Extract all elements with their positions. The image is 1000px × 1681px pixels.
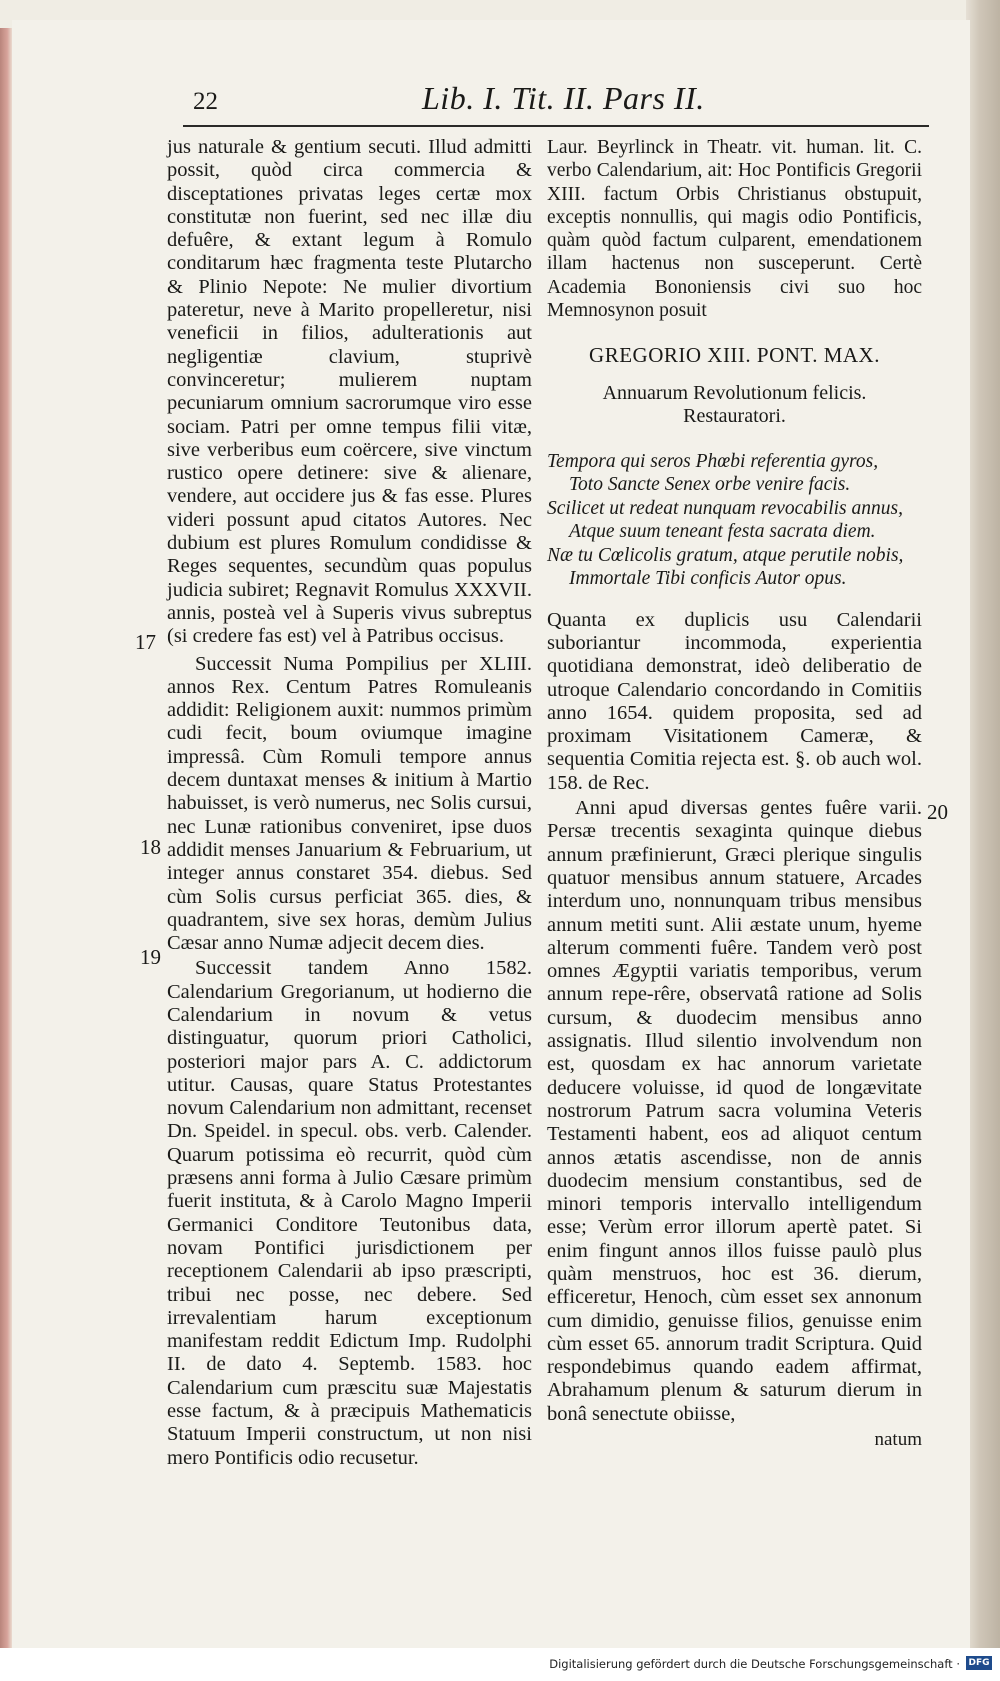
poem-line: Scilicet ut redeat nunquam revocabilis annus,: [547, 497, 903, 519]
paragraph-20: Anni apud diversas gentes fuêre varii. Persæ trecentis sexaginta quinque diebus annum præfinierunt, Græci plerique singulis quatuor mensibus annum statuere, Arcades interdum uno, nonnunquam tribus mensibus annum metiti sunt. Alii æstate unum, hyeme alterum commenti fuêre. Tandem verò post omnes Ægyptii variatis temporibus, verum annum repe-rêre, observatâ ratione ad Solis cursum, & duodecim mensibus anno assignatis. Illud silentio involvendum non est, quosdam ex hac annorum varietate deducere voluisse, id quod de longævitate nostrorum Patrum sacra volumina Veteris Testamenti habent, eos ad aliquot centum annos ætatis ascendisse, non de annis duodecim mensium constantibus, sed de minori temporis intervallo intelligendum esse; Verùm error illorum apertè patet. Si enim fingunt annos illos fuisse paulò plus quàm menstruos, hoc est 36. dierum, efficeretur, Henoch, cùm esset sex annonum cum dimidio, genuisse filios, genuisse enim cùm esset 65. annorum tradit Scriptura. Quid respondebimus quando eadem affirmat, Abrahamum plenum & saturum dierum in bonâ senectute obiisse,: [547, 797, 922, 1425]
running-title: Lib. I. Tit. II. Pars II.: [422, 80, 705, 116]
paragraph-17: Successit Numa Pompilius per XLIII. annos Rex. Centum Patres Romuleanis addidit: Religionem auxit: nummos primùm cudi fecit, boum oviumque imagine impressâ. Cùm Romuli tempore annus decem duntaxat menses & initium à Martio habuisset, is verò numerus, nec Solis cursui, nec Lunæ rationibus conveniret, ipse duos addidit menses Januarium & Februarium, ut integer annus constaret 354. diebus. Sed cùm Solis cursus perficiat 365. dies, & quadrantem, sive sex horas, demùm Julius Cæsar anno Numæ adjecit decem dies.: [167, 652, 532, 955]
inscription-title: GREGORIO XIII. PONT. MAX.: [589, 343, 880, 368]
paragraph-16-continued: jus naturale & gentium secuti. Illud admitti possit, quòd circa commercia & disceptationes privatas leges certæ mox constitutæ non fuerint, sed nec illæ diu defuêre, & extant legum à Romulo conditarum hæc fragmenta teste Plutarcho & Plinio Nepote: Ne mulier divortium pateretur, neve à Marito propelleretur, nisi veneficii in filios, adulterationis aut negligentiæ clavium, stuprivè convinceretur; mulierem nuptam pecuniarum omnium sacrorumque viro esse sociam. Patri per omne tempus filii vitæ, sive verberibus eum coërcere, sive vinctum rustico opere detinere: sive & alienare, vendere, aut occidere jus & fas esse. Plures videri possunt apud citatos Autores. Nec dubium est plures Romulum condidisse & Reges sequentes, secundùm quas populus judicia subiret; Regnavit Romulus XXXVII. annis, posteà vel à Superis vivus subreptus (si credere fas est) vel à Patribus occisus.: [167, 136, 532, 648]
left-column: [167, 136, 532, 1470]
poem-line: Toto Sancte Senex orbe venire facis.: [569, 474, 851, 496]
book-page: [12, 20, 970, 1648]
poem-line: Immortale Tibi conficis Autor opus.: [569, 568, 847, 590]
page-header: [12, 82, 970, 132]
right-column: [547, 136, 922, 1451]
poem-line: Næ tu Cœlicolis gratum, atque perutile nobis,: [547, 544, 904, 566]
paragraph-number-19: 19: [140, 945, 161, 969]
digitization-footer: [0, 1648, 1000, 1681]
dfg-logo: DFG: [966, 1656, 992, 1670]
paragraph-number-20: 20: [927, 800, 948, 824]
paragraph-number-17: 17: [135, 630, 156, 654]
paragraph-quanta: Quanta ex duplicis usu Calendarii suboriantur incommoda, experientia quotidiana demonstrat, ideò deliberatio de utroque Calendario concordando in Comitiis anno 1654. quidem proposita, sed ad proximam Visitationem Cameræ, & sequentia Comitia rejecta est. §. ob auch wol. 158. de Rec.: [547, 608, 922, 794]
header-rule: [183, 125, 929, 127]
paragraph-19: Successit tandem Anno 1582. Calendarium Gregorianum, ut hodierno die Calendarium in novum & vetus distinguatur, quorum priori Catholici, posteriori major pars A. C. addictorum utitur. Causas, quare Status Protestantes novum Calendarium non admittant, recenset Dn. Speidel. in specul. obs. verb. Calender. Quarum potissima eò recurrit, quòd cùm præsens anni forma à Julio Cæsare primùm fuerit instituta, & à Carolo Magno Imperii Germanici Conditore Teutonibus data, novam Pontifici jurisdictionem per receptionem Calendarii ab ipso præscripti, tribui nec posse, nec debere. Sed irrevalentiam harum exceptionum manifestam reddit Edictum Imp. Rudolphi II. de dato 4. Septemb. 1583. hoc Calendarium cum præscitu suæ Majestatis esse factum, & à præcipuis Mathematicis Statuum Imperii constructum, ut non nisi mero Pontificis odio recusetur.: [167, 957, 532, 1469]
page-number: 22: [193, 88, 218, 115]
paragraph-number-18: 18: [140, 835, 161, 859]
poem-line: Atque suum teneant festa sacrata diem.: [569, 521, 876, 543]
book-edge: [0, 28, 12, 1648]
catchword: natum: [874, 1429, 922, 1451]
citation-paragraph: Laur. Beyrlinck in Theatr. vit. human. lit. C. verbo Calendarium, ait: Hoc Pontificis Gregorii XIII. factum Orbis Christianus obstupuit, exceptis nonnullis, qui magis odio Pontificis, quàm quòd factum culparent, emendationem illam hactenus non susceperunt. Certè Academia Bononiensis civi suo hoc Memnosynon posuit: [547, 137, 922, 322]
inscription-subtitle: Annuarum Revolutionum felicis. Restauratori.: [602, 381, 867, 427]
poem: [547, 450, 922, 591]
funding-notice: Digitalisierung gefördert durch die Deutsche Forschungsgemeinschaft ·: [549, 1657, 960, 1671]
poem-line: Tempora qui seros Phœbi referentia gyros,: [547, 450, 879, 472]
book-gutter: [966, 0, 1000, 1648]
